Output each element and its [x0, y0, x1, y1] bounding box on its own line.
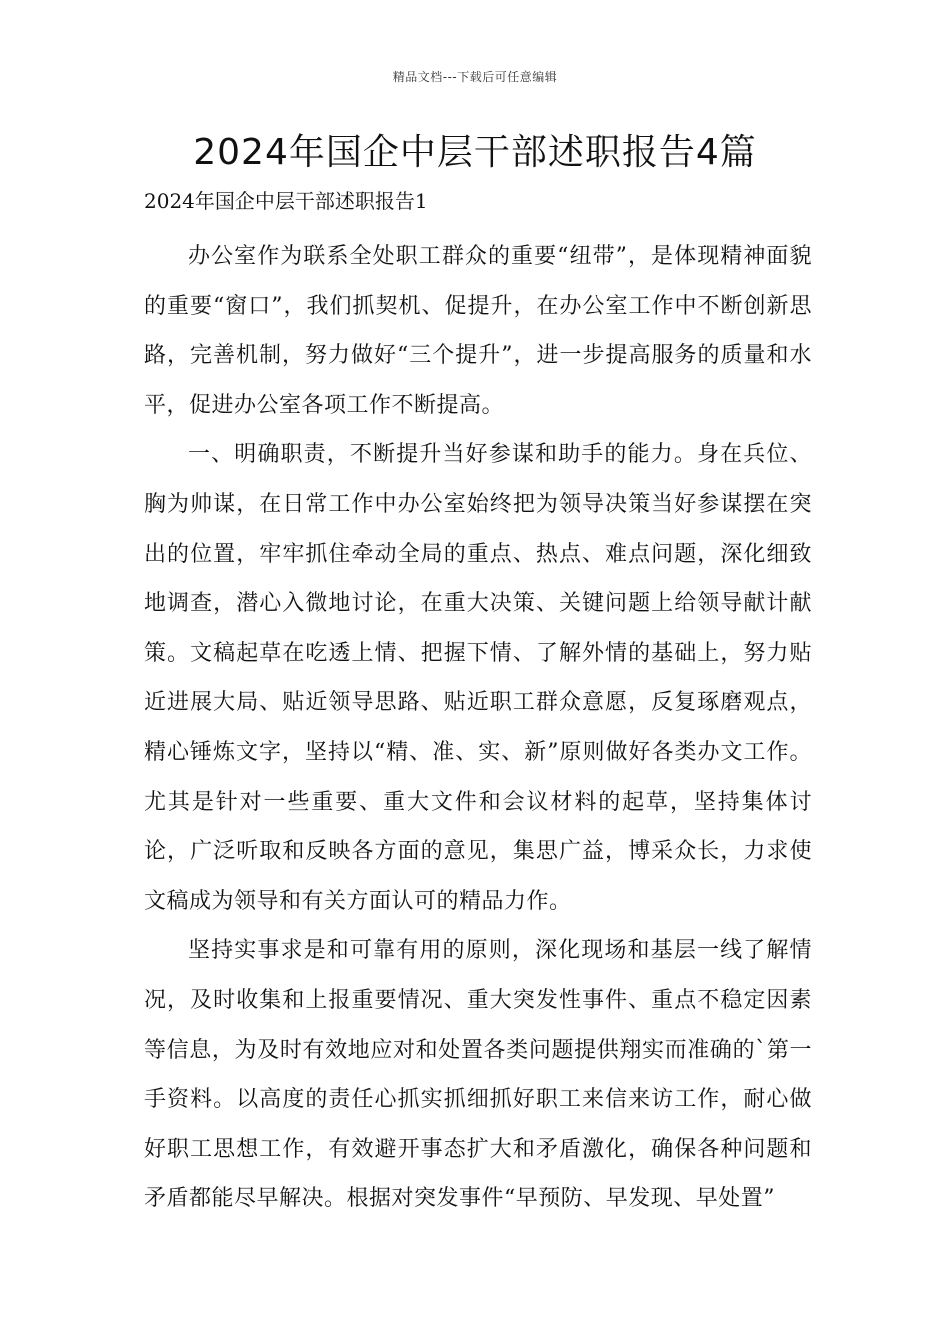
header-note: 精品文档---下载后可任意编辑 [392, 70, 558, 84]
paragraph: 坚持实事求是和可靠有用的原则，深化现场和基层一线了解情况，及时收集和上报重要情况、重大突发性事件、重点不稳定因素等信息，为及时有效地应对和处置各类问题提供翔实而准确的`第一手资料。以高度的责任心抓实抓细抓好职工来信来访工作，耐心做好职工思想工作，有效避开事态扩大和矛盾激化，确保各种问题和矛盾都能尽早解决。根据对突发事件“早预防、早发现、早处置” [144, 938, 812, 1212]
document-title: 2024年国企中层干部述职报告4篇 [193, 132, 757, 173]
paragraph: 一、明确职责，不断提升当好参谋和助手的能力。身在兵位、胸为帅谋，在日常工作中办公室始终把为领导决策当好参谋摆在突出的位置，牢牢抓住牵动全局的重点、热点、难点问题，深化细致地调查，潜心入微地讨论，在重大决策、关键问题上给领导献计献策。文稿起草在吃透上情、把握下情、了解外情的基础上，努力贴近进展大局、贴近领导思路、贴近职工群众意愿，反复琢磨观点，精心锤炼文字，坚持以“精、准、实、新”原则做好各类办文工作。尤其是针对一些重要、重大文件和会议材料的起草，坚持集体讨论，广泛听取和反映各方面的意见，集思广益，博采众长，力求使文稿成为领导和有关方面认可的精品力作。 [144, 442, 812, 914]
paragraph: 办公室作为联系全处职工群众的重要“纽带”，是体现精神面貌的重要“窗口”，我们抓契机、促提升，在办公室工作中不断创新思路，完善机制，努力做好“三个提升”，进一步提高服务的质量和水平，促进办公室各项工作不断提高。 [144, 244, 812, 418]
section-subheading: 2024年国企中层干部述职报告1 [144, 189, 428, 213]
body-text [144, 232, 812, 1224]
